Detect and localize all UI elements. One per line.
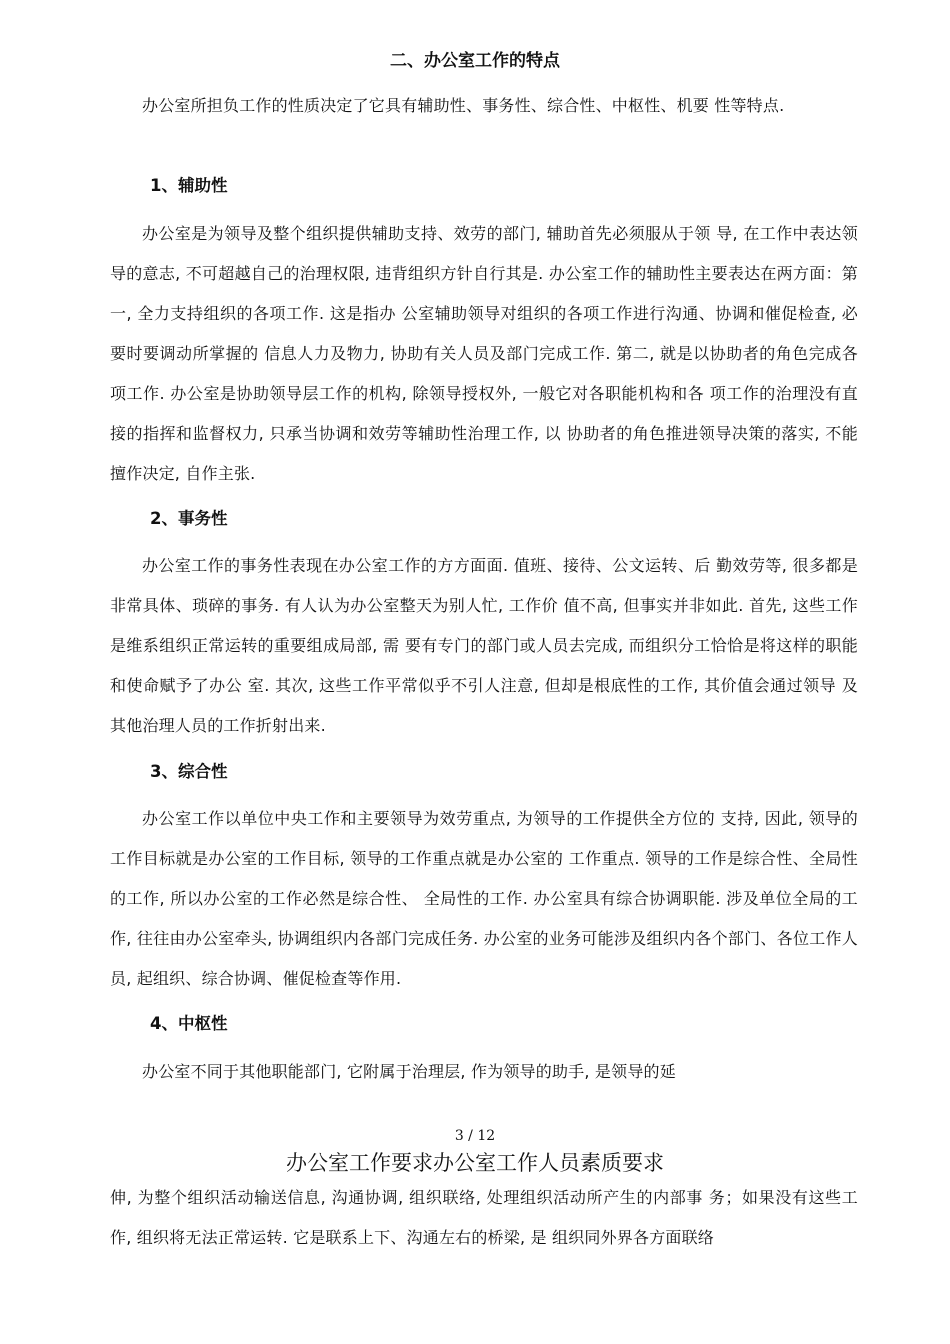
heading-comprehensive: 3、综合性 bbox=[150, 762, 228, 781]
intro-paragraph: 办公室所担负工作的性质决定了它具有辅助性、事务性、综合性、中枢性、机要 性等特点. bbox=[142, 96, 785, 115]
paragraph-affairs: 办公室工作的事务性表现在办公室工作的方方面面. 值班、接待、公文运转、后 勤效劳等, 很多都是非常具体、琐碎的事务. 有人认为办公室整天为别人忙, 工作价 值不高, 但事实并非如此. 首先, 这些工作是维系组织正常运转的重要组成局部, 需 要有专门的部门或人员去完成, 而组织分工恰恰是将这样的职能和使命赋予了办公 室. 其次, 这些工作平常似乎不引人注意, 但却是根底性的工作, 其价值会通过领导 及其他治理人员的工作折射出来. bbox=[110, 556, 858, 735]
paragraph-hub: 办公室不同于其他职能部门, 它附属于治理层, 作为领导的助手, 是领导的延 bbox=[142, 1062, 676, 1081]
heading-affairs: 2、事务性 bbox=[150, 509, 228, 528]
paragraph-auxiliary: 办公室是为领导及整个组织提供辅助支持、效劳的部门, 辅助首先必须服从于领 导, 在工作中表达领导的意志, 不可超越自己的治理权限, 违背组织方针自行其是. 办公室工作的辅助性主要表达在两方面：第一, 全力支持组织的各项工作. 这是指办 公室辅助领导对组织的各项工作进行沟通、协调和催促检查, 必要时要调动所掌握的 信息人力及物力, 协助有关人员及部门完成工作. 第二, 就是以协助者的角色完成各 项工作. 办公室是协助领导层工作的机构, 除领导授权外, 一般它对各职能机构和各 项工作的治理没有直接的指挥和监督权力, 只承当协调和效劳等辅助性治理工作, 以 协助者的角色推进领导决策的落实, 不能擅作决定, 自作主张. bbox=[110, 224, 858, 483]
heading-auxiliary: 1、辅助性 bbox=[150, 176, 228, 195]
heading-hub: 4、中枢性 bbox=[150, 1014, 228, 1033]
running-header: 办公室工作要求办公室工作人员素质要求 bbox=[286, 1151, 664, 1175]
page-number: 3 / 12 bbox=[454, 1128, 496, 1144]
section-title: 二、办公室工作的特点 bbox=[390, 51, 560, 71]
continuation-paragraph: 伸, 为整个组织活动输送信息, 沟通协调, 组织联络, 处理组织活动所产生的内部事 务；如果没有这些工作, 组织将无法正常运转. 它是联系上下、沟通左右的桥梁, 是 组织同外界各方面联络 bbox=[110, 1188, 858, 1247]
paragraph-comprehensive: 办公室工作以单位中央工作和主要领导为效劳重点, 为领导的工作提供全方位的 支持, 因此, 领导的工作目标就是办公室的工作目标, 领导的工作重点就是办公室的 工作重点. 领导的工作是综合性、全局性的工作, 所以办公室的工作必然是综合性、 全局性的工作. 办公室具有综合协调职能. 涉及单位全局的工作, 往往由办公室牵头, 协调组织内各部门完成任务. 办公室的业务可能涉及组织内各个部门、各位工作人员, 起组织、综合协调、催促检查等作用. bbox=[110, 809, 858, 988]
